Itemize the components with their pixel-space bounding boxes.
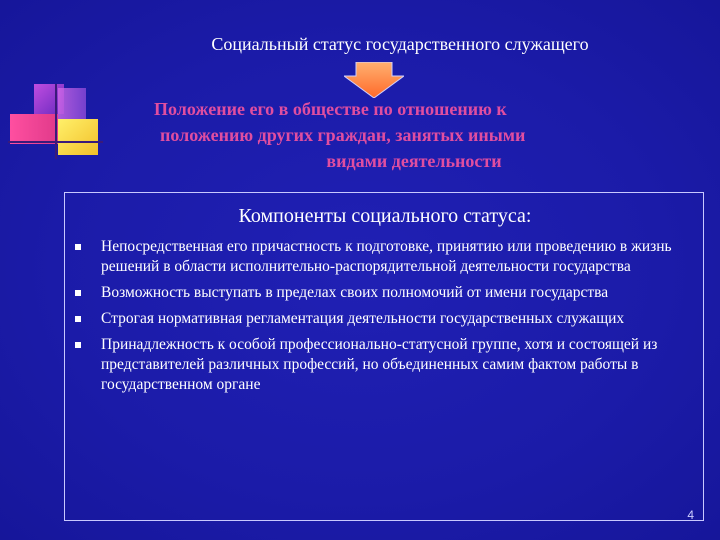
list-item-text: Возможность выступать в пределах своих полномочий от имени государства [101, 284, 609, 301]
list-item-text: Непосредственная его причастность к подготовке, принятию или проведению в жизнь решений в области исполнительно-распорядительной деятельности государства [101, 238, 672, 275]
square-bullet-icon [75, 244, 81, 250]
components-list [65, 237, 705, 401]
list-item [65, 335, 705, 395]
subtitle [140, 96, 670, 174]
square-bullet-icon [75, 316, 81, 322]
colored-squares-logo [8, 84, 103, 159]
page-number: 4 [687, 508, 694, 522]
subtitle-line: Положение его в обществе по отношению к [154, 99, 507, 119]
list-item-text: Принадлежность к особой профессионально-статусной группе, хотя и состоящей из представителей различных профессий, но объединенных самим фактом работы в государственном органе [101, 336, 658, 393]
components-box [64, 192, 704, 521]
square-bullet-icon [75, 342, 81, 348]
square-bullet-icon [75, 290, 81, 296]
list-item [65, 283, 705, 303]
subtitle-line: положению других граждан, занятых иными [160, 125, 526, 145]
slide-title: Социальный статус государственного служащего [211, 34, 589, 54]
list-item [65, 237, 705, 277]
list-item [65, 309, 705, 329]
list-item-text: Строгая нормативная регламентация деятельности государственных служащих [101, 310, 625, 327]
subtitle-line: видами деятельности [326, 151, 502, 171]
down-arrow-icon [344, 62, 404, 98]
box-title: Компоненты социального статуса: [238, 205, 532, 227]
